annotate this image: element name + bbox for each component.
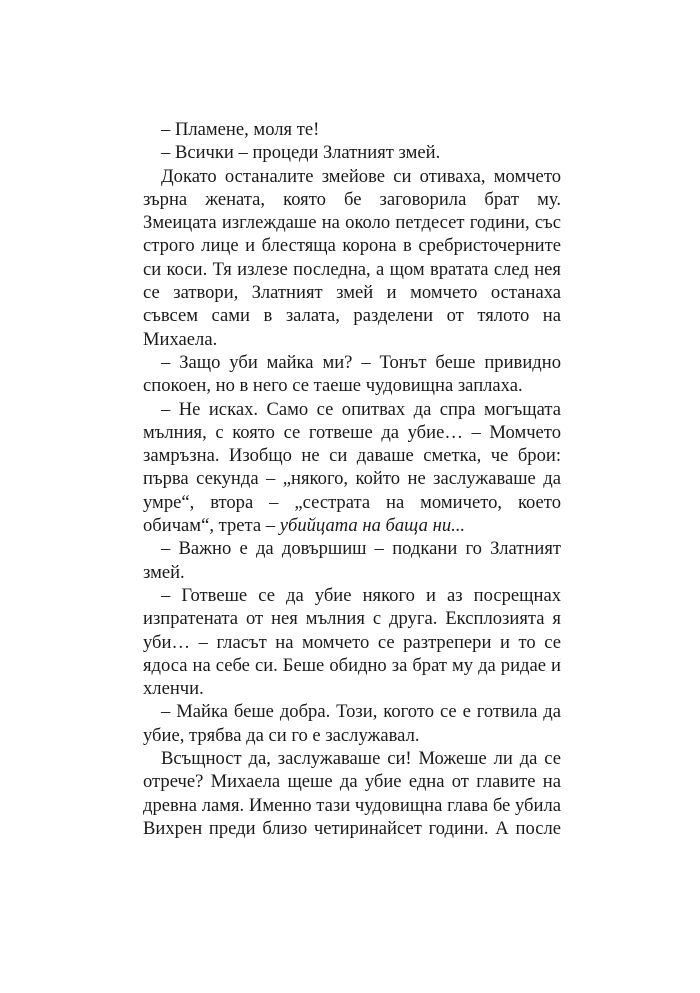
text-line: древна ламя. Именно тази чудовищна глава бе убила [143, 794, 561, 816]
text-line: отрече? Михаела щеше да убие една от главите на [143, 771, 561, 793]
text-line: – Защо уби майка ми? – Тонът беше привидно [161, 351, 561, 373]
text-line: змей. [143, 561, 185, 583]
paragraph-1 [143, 118, 561, 141]
text-line: – Готвеше се да убие някого и аз посрещнах [161, 584, 561, 606]
text-line: – Не исках. Само се опитвах да спра могъщата [161, 398, 561, 420]
text-line: Змеицата изглеждаше на около петдесет години, със [143, 212, 561, 234]
paragraph-9 [143, 747, 561, 840]
text-line: строго лице и блестяща корона в сребристочерните [143, 235, 561, 257]
text-line: спокоен, но в него се таеше чудовищна заплаха. [143, 375, 523, 397]
text-line: убие, трябва да си го е заслужавал. [143, 724, 420, 746]
paragraph-8 [143, 700, 561, 747]
text-italic: убийцата на баща ни... [279, 515, 466, 537]
text-line: Всъщност да, заслужаваше си! Можеше ли да се [161, 748, 561, 770]
paragraph-5 [143, 398, 561, 538]
paragraph-7 [143, 584, 561, 700]
text-line-mixed [143, 514, 561, 537]
text-line: Докато останалите змейове си отиваха, момчето [161, 165, 561, 187]
text-line: съвсем сами в залата, разделени от тялото на [143, 305, 561, 327]
text-line: – Важно е да довършиш – подкани го Златният [161, 538, 561, 560]
text-line: си коси. Тя излезе последна, а щом вратата след нея [143, 258, 561, 280]
paragraph-6 [143, 537, 561, 584]
text-line: замръзна. Изобщо не си даваше сметка, че брои: [143, 445, 561, 467]
text-line: зърна жената, която бе заговорила брат му. [143, 188, 561, 210]
text-line: първа секунда – „някого, който не заслужаваше да [143, 468, 561, 490]
text-line: уби… – гласът на момчето се разтрепери и то се [143, 631, 561, 653]
text-line: се затвори, Златният змей и момчето останаха [143, 282, 561, 304]
paragraph-4 [143, 351, 561, 398]
text-line: умре“, втора – „сестрата на момичето, което [143, 491, 561, 513]
book-page [143, 118, 561, 840]
text-line: – Пламене, моля те! [161, 119, 320, 140]
text-line: мълния, с която се готвеше да убие… – Момчето [143, 421, 561, 443]
text-line: хленчи. [143, 678, 204, 700]
text-line: изпратената от нея мълния с друга. Експлозията я [143, 608, 561, 630]
text-line: Михаела. [143, 328, 218, 350]
paragraph-2 [143, 141, 561, 164]
text-line: – Всички – процеди Златният змей. [161, 142, 441, 164]
paragraph-3 [143, 165, 561, 351]
text-line: Вихрен преди близо четиринайсет години. А после [143, 817, 561, 839]
text-plain: обичам“, трета – [143, 515, 280, 537]
text-line: ядоса на себе си. Беше обидно за брат му да ридае и [143, 654, 561, 676]
text-line: – Майка беше добра. Този, когото се е готвила да [161, 701, 561, 723]
